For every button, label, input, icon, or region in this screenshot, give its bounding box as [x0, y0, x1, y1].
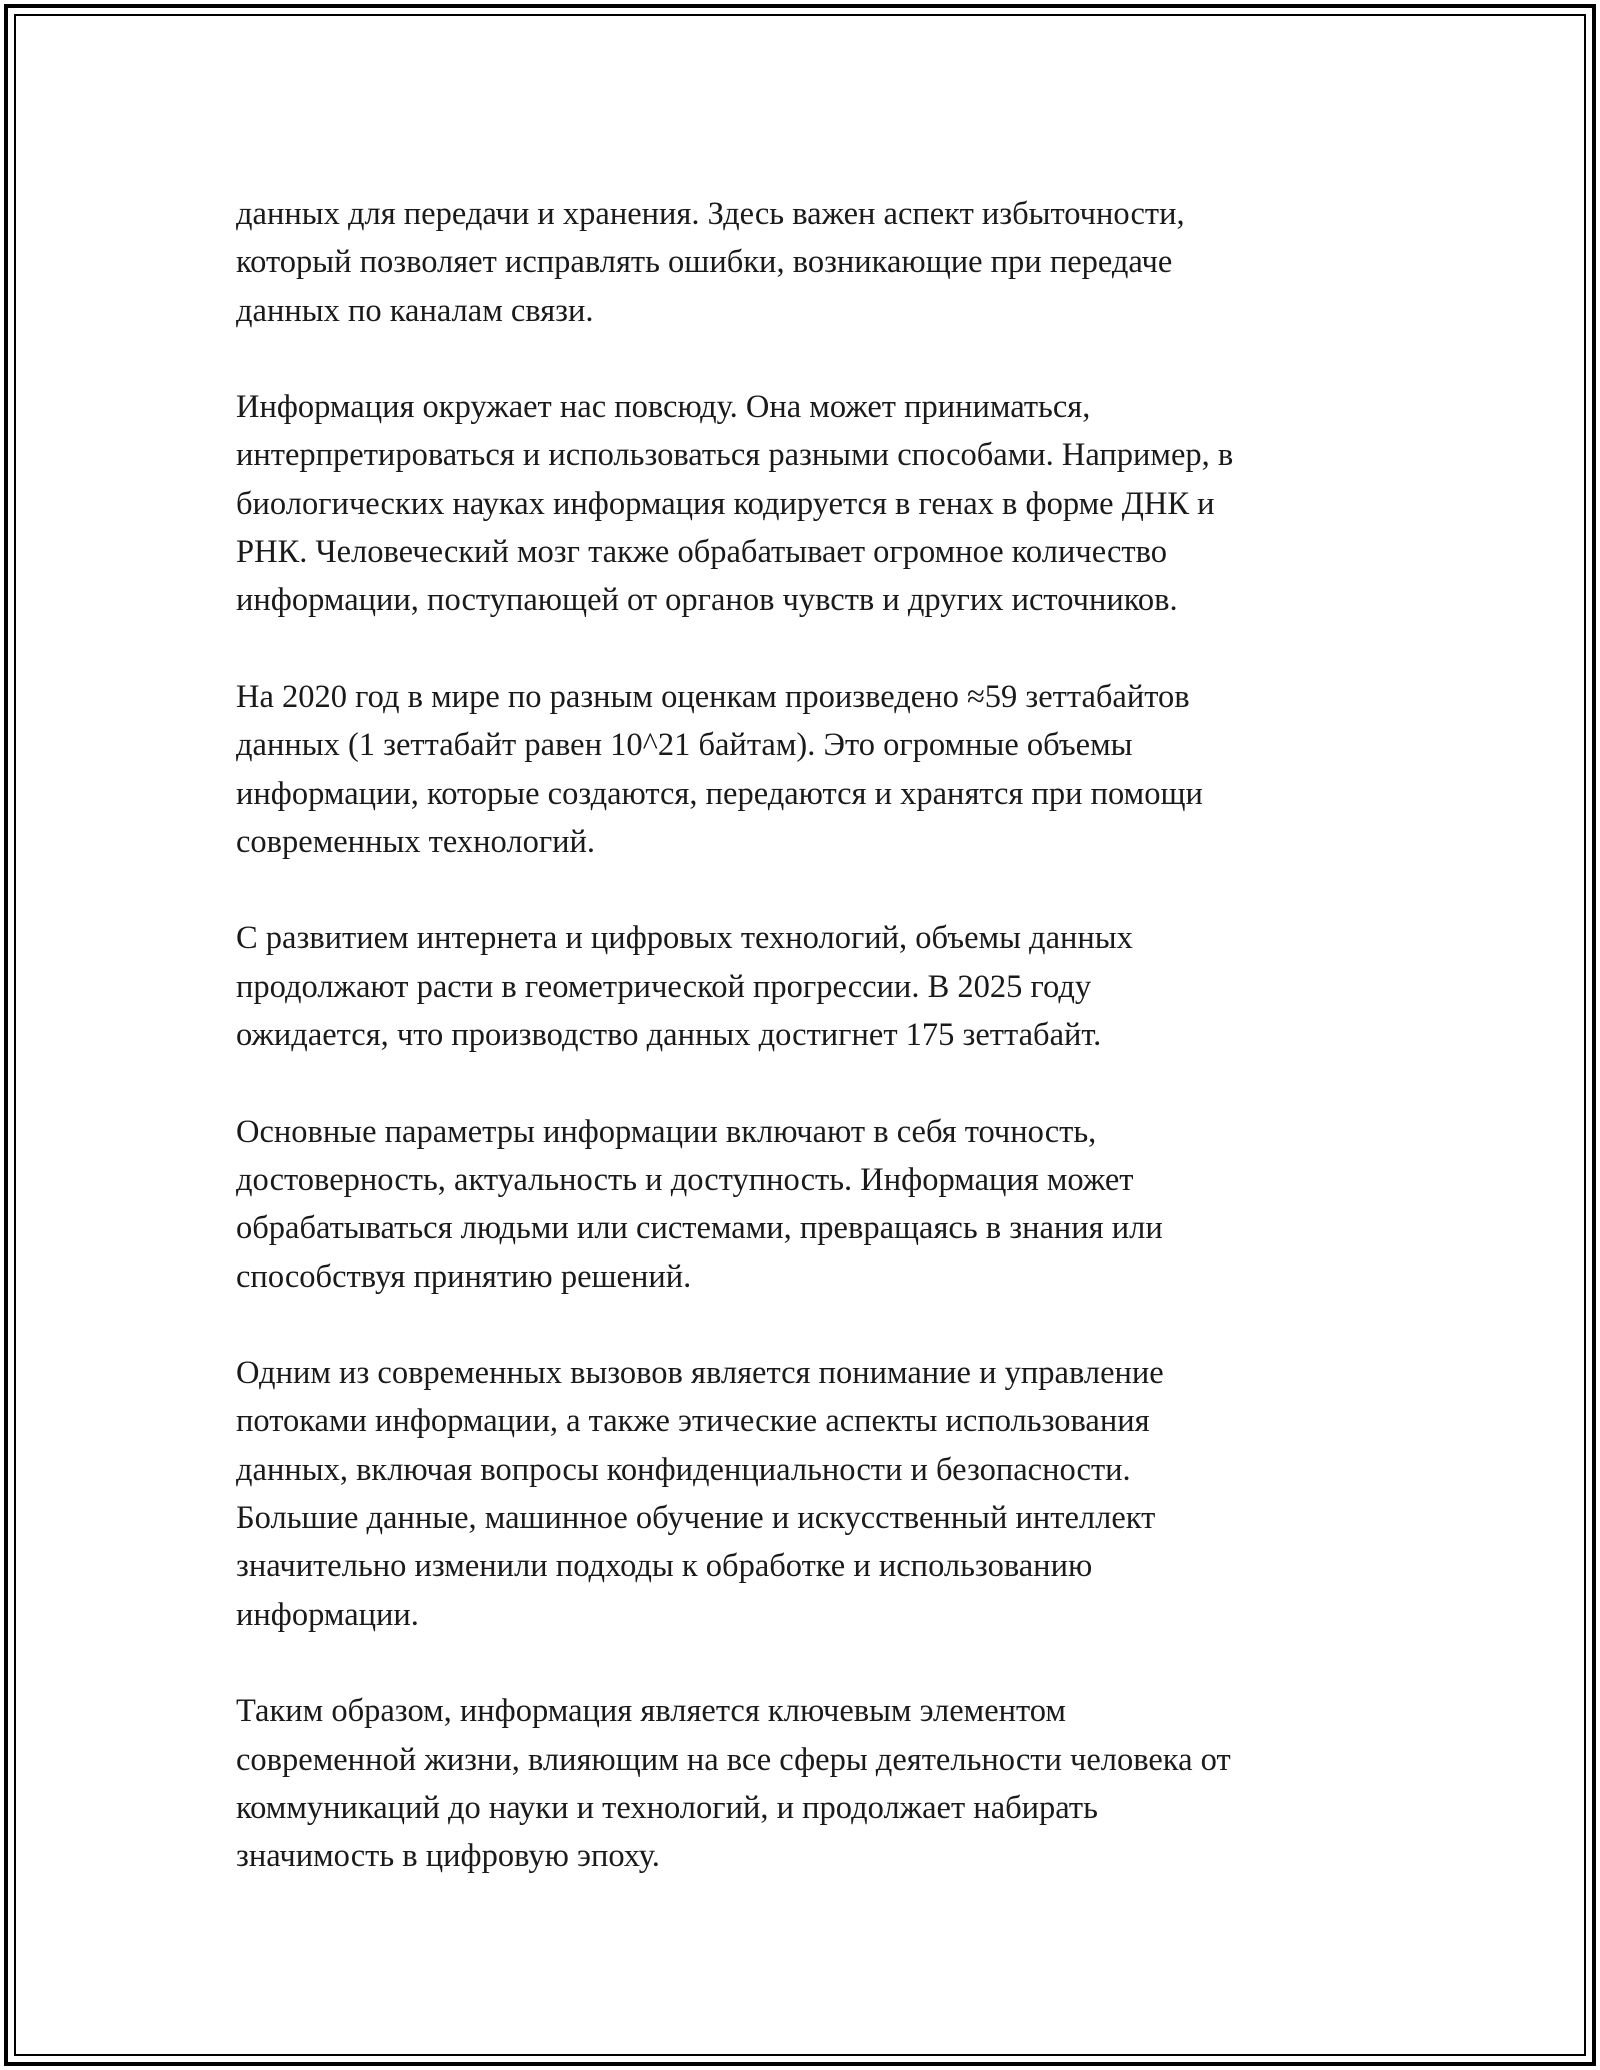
paragraph	[236, 1349, 1416, 1639]
text-line: современной жизни, влияющим на все сферы деятельности человека от	[236, 1741, 1231, 1778]
text-line: информации, которые создаются, передаются и хранятся при помощи	[236, 775, 1203, 812]
text-line: информации.	[236, 1596, 419, 1633]
text-line: ожидается, что производство данных достигнет 175 зеттабайт.	[236, 1017, 1102, 1054]
text-line: Таким образом, информация является ключевым элементом	[236, 1693, 1066, 1730]
text-line: интерпретироваться и использоваться разными способами. Например, в	[236, 437, 1234, 474]
text-line: который позволяет исправлять ошибки, возникающие при передаче	[236, 244, 1173, 281]
text-line: информации, поступающей от органов чувств и других источников.	[236, 582, 1178, 619]
text-line: продолжают расти в геометрической прогрессии. В 2025 году	[236, 968, 1092, 1005]
text-line: достоверность, актуальность и доступность. Информация может	[236, 1161, 1134, 1198]
text-line: способствуя принятию решений.	[236, 1258, 692, 1295]
text-line: данных (1 зеттабайт равен 10^21 байтам). Это огромные объемы	[236, 727, 1133, 764]
text-line: На 2020 год в мире по разным оценкам произведено ≈59 зеттабайтов	[236, 678, 1190, 715]
text-line: современных технологий.	[236, 823, 596, 860]
text-line: Одним из современных вызовов является понимание и управление	[236, 1355, 1164, 1392]
text-line: Большие данные, машинное обучение и искусственный интеллект	[236, 1500, 1156, 1537]
text-line: потоками информации, а также этические аспекты использования	[236, 1403, 1150, 1440]
paragraph	[236, 914, 1416, 1059]
paragraph	[236, 383, 1416, 624]
text-line: РНК. Человеческий мозг также обрабатывает огромное количество	[236, 534, 1167, 571]
text-line: значимость в цифровую эпоху.	[236, 1838, 660, 1875]
text-line: данных, включая вопросы конфиденциальности и безопасности.	[236, 1451, 1131, 1488]
text-line: значительно изменили подходы к обработке и использованию	[236, 1548, 1093, 1585]
text-line: С развитием интернета и цифровых технологий, объемы данных	[236, 920, 1133, 957]
text-line: данных для передачи и хранения. Здесь важен аспект избыточности,	[236, 196, 1185, 232]
text-line: Информация окружает нас повсюду. Она может приниматься,	[236, 389, 1091, 426]
document-body	[236, 190, 1416, 1929]
paragraph	[236, 190, 1416, 335]
text-line: Основные параметры информации включают в себя точность,	[236, 1113, 1097, 1150]
paragraph	[236, 1108, 1416, 1301]
text-line: данных по каналам связи.	[236, 292, 594, 329]
text-line: коммуникаций до науки и технологий, и продолжает набирать	[236, 1789, 1098, 1826]
paragraph	[236, 673, 1416, 866]
text-line: биологических науках информация кодируется в генах в форме ДНК и	[236, 485, 1215, 522]
paragraph	[236, 1687, 1416, 1880]
text-line: обрабатываться людьми или системами, превращаясь в знания или	[236, 1210, 1163, 1247]
